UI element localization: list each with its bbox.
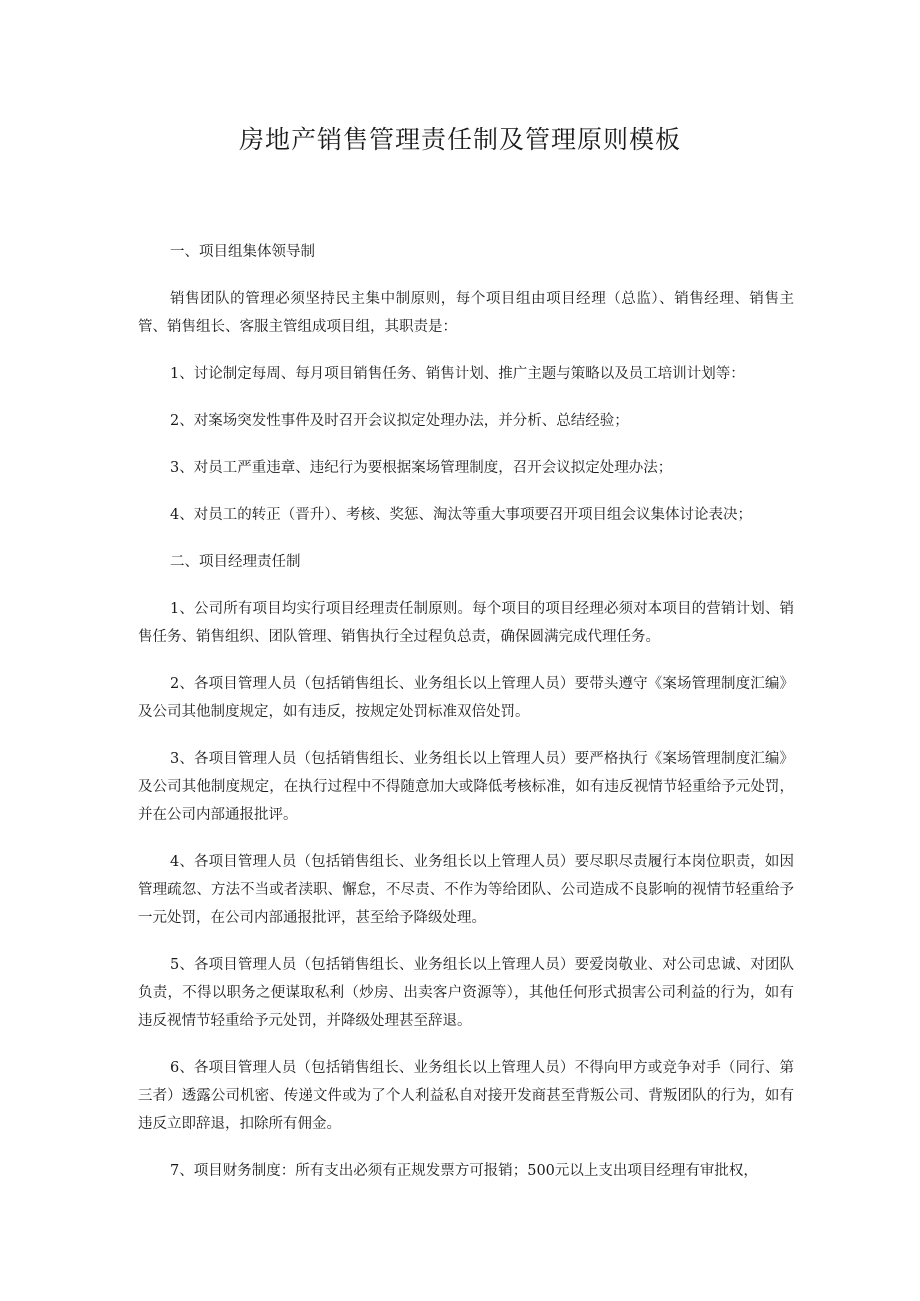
paragraph: 6、各项目管理人员（包括销售组长、业务组长以上管理人员）不得向甲方或竞争对手（同行、第三者）透露公司机密、传递文件或为了个人利益私自对接开发商甚至背叛公司、背叛团队的行为，如有违反立即辞退，扣除所有佣金。 xyxy=(138,1060,794,1132)
paragraph: 2、各项目管理人员（包括销售组长、业务组长以上管理人员）要带头遵守《案场管理制度汇编》及公司其他制度规定，如有违反，按规定处罚标准双倍处罚。 xyxy=(138,676,794,720)
section-heading: 二、项目经理责任制 xyxy=(170,554,301,570)
paragraph: 3、对员工严重违章、违纪行为要根据案场管理制度，召开会议拟定处理办法； xyxy=(170,460,673,476)
paragraph: 销售团队的管理必须坚持民主集中制原则，每个项目组由项目经理（总监）、销售经理、销售主管、销售组长、客服主管组成项目组，其职责是： xyxy=(138,291,794,335)
paragraph: 1、公司所有项目均实行项目经理责任制原则。每个项目的项目经理必须对本项目的营销计划、销售任务、销售组织、团队管理、销售执行全过程负总责，确保圆满完成代理任务。 xyxy=(138,601,794,645)
section-heading: 一、项目组集体领导制 xyxy=(170,244,315,260)
paragraph: 3、各项目管理人员（包括销售组长、业务组长以上管理人员）要严格执行《案场管理制度汇编》及公司其他制度规定，在执行过程中不得随意加大或降低考核标准，如有违反视情节轻重给予元处罚，并在公司内部通报批评。 xyxy=(138,751,794,823)
paragraph: 1、讨论制定每周、每月项目销售任务、销售计划、推广主题与策略以及员工培训计划等： xyxy=(170,366,745,382)
paragraph: 4、各项目管理人员（包括销售组长、业务组长以上管理人员）要尽职尽责履行本岗位职责，如因管理疏忽、方法不当或者渎职、懈怠，不尽责、不作为等给团队、公司造成不良影响的视情节轻重给予一元处罚，在公司内部通报批评，甚至给予降级处理。 xyxy=(138,854,794,926)
paragraph: 2、对案场突发性事件及时召开会议拟定处理办法，并分析、总结经验； xyxy=(170,413,629,429)
document-body xyxy=(138,238,794,1204)
paragraph: 5、各项目管理人员（包括销售组长、业务组长以上管理人员）要爱岗敬业、对公司忠诚、对团队负责，不得以职务之便谋取私利（炒房、出卖客户资源等），其他任何形式损害公司利益的行为，如有违反视情节轻重给予元处罚，并降级处理甚至辞退。 xyxy=(138,957,794,1029)
paragraph: 4、对员工的转正（晋升）、考核、奖惩、淘汰等重大事项要召开项目组会议集体讨论表决； xyxy=(170,507,752,523)
paragraph: 7、项目财务制度：所有支出必须有正规发票方可报销；500元以上支出项目经理有审批权， xyxy=(170,1163,758,1179)
document-title: 房地产销售管理责任制及管理原则模板 xyxy=(238,125,681,154)
